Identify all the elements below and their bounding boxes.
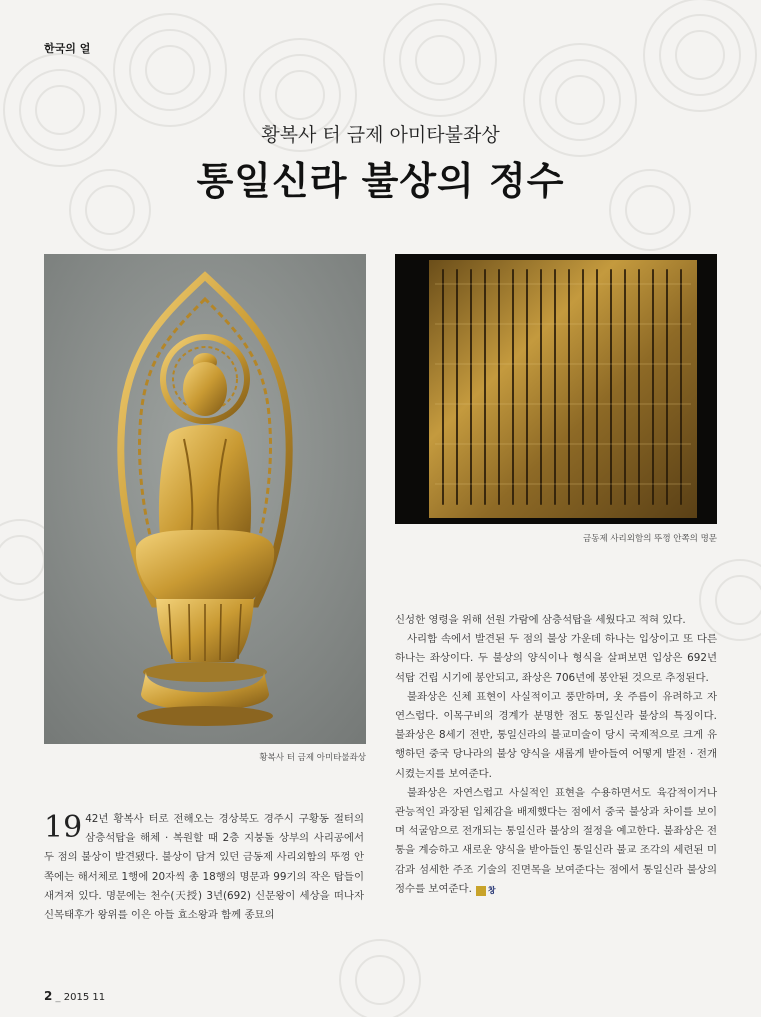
body-paragraph: 19 42년 황복사 터로 전해오는 경상북도 경주시 구황동 절터의 삼층석탑을 해체 · 복원할 때 2층 지붕돌 상부의 사리공에서 두 점의 불상이 발견됐다. 불상이 담겨 있던 금동제 사리외함의 뚜껑 안쪽에는 해서체로 1행에 20자씩 총 18행의 명문과 99기의 작은 탑들이 새겨져 있다. 명문에는 천수(天授) 3년(692) 신문왕이 세상을 떠나자 신목태후가 왕위를 이은 아들 효소왕과 함께 종묘의 xyxy=(44,810,364,922)
body-column-left xyxy=(44,810,364,925)
end-mark-icon: 창 xyxy=(476,886,486,896)
footer-separator: _ xyxy=(55,992,61,1003)
page-footer xyxy=(44,989,105,1003)
article-title: 통일신라 불상의 정수 xyxy=(196,158,565,203)
buddha-photo-caption: 황복사 터 금제 아미타불좌상 xyxy=(259,753,366,763)
page-number: 2 xyxy=(44,989,53,1003)
buddha-statue-photo xyxy=(44,254,366,744)
body-paragraph: 사리함 속에서 발견된 두 점의 불상 가운데 하나는 입상이고 또 다른 하나는 좌상이다. 두 불상의 양식이나 형식을 살펴보면 입상은 692년 석탑 건립 시기에 봉안되고, 좌상은 706년에 봉안된 것으로 추정된다. xyxy=(395,633,717,684)
body-paragraph: 불좌상은 신체 표현이 사실적이고 풍만하며, 옷 주름이 유려하고 자연스럽다. 이목구비의 경계가 분명한 점도 통일신라 불상의 특징이다. 불좌상은 8세기 전반, 통일신라의 불교미술이 당시 국제적으로 크게 유행하던 중국 당나라의 불상 양식을 새롭게 받아들여 어떻게 발전 · 전개시켰는지를 보여준다. xyxy=(395,690,717,780)
body-paragraph: 불좌상은 자연스럽고 사실적인 표현을 수용하면서도 육감적이거나 관능적인 과장된 입체감을 배제했다는 점에서 중국 불상과 차이를 보이며 석굴암으로 전개되는 통일신라 불상의 절정을 예고한다. 불좌상은 전통을 계승하고 새로운 양식을 받아들인 통일신라 불교 조각의 세련된 미감과 섬세한 주조 기술의 진면목을 보여준다는 점에서 통일신라 불상의 정수를 보여준다. 창 xyxy=(395,786,717,895)
drop-cap: 19 xyxy=(44,810,83,845)
body-column-right xyxy=(395,611,717,899)
inscription-photo-caption: 금동제 사리외함의 뚜껑 안쪽의 명문 xyxy=(583,534,717,544)
issue-date: 2015 11 xyxy=(63,992,106,1003)
section-label: 한국의 얼 xyxy=(44,42,91,55)
article-subtitle: 황복사 터 금제 아미타불좌상 xyxy=(261,124,500,146)
body-paragraph: 신성한 영령을 위해 선원 가람에 삼층석탑을 세웠다고 적혀 있다. xyxy=(395,614,686,626)
reliquary-inscription-photo xyxy=(395,254,717,524)
